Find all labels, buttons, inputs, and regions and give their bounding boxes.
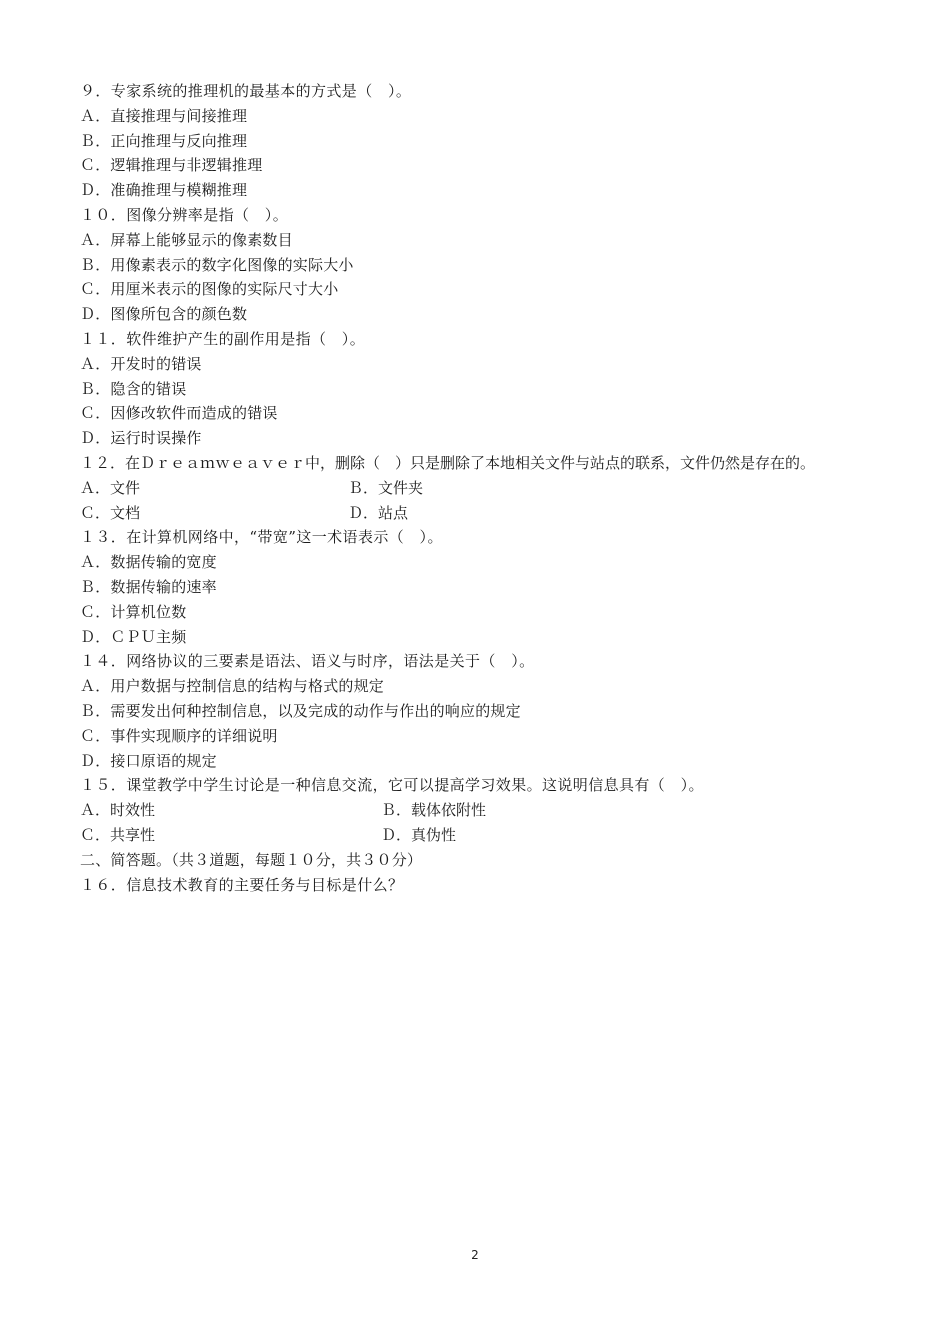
option-c: Ｃ．计算机位数 <box>80 602 187 621</box>
option-a: Ａ．用户数据与控制信息的结构与格式的规定 <box>80 677 385 696</box>
question-12 <box>80 451 940 525</box>
option-c: Ｃ．共享性 <box>80 825 156 844</box>
option-c: Ｃ．逻辑推理与非逻辑推理 <box>80 156 263 175</box>
option-d: Ｄ．接口原语的规定 <box>80 751 217 770</box>
option-a: Ａ．时效性 <box>80 801 156 820</box>
option-c: Ｃ．用厘米表示的图像的实际尺寸大小 <box>80 280 339 299</box>
question-stem: １３．在计算机网络中，“带宽”这一术语表示（ ）。 <box>80 528 443 547</box>
exam-content <box>80 79 940 897</box>
option-c: Ｃ．事件实现顺序的详细说明 <box>80 726 278 745</box>
page-number: 2 <box>471 1248 479 1262</box>
option-row <box>80 501 940 526</box>
question-11 <box>80 327 940 451</box>
option-a: Ａ．开发时的错误 <box>80 354 202 373</box>
option-row <box>80 798 940 823</box>
question-14 <box>80 649 940 773</box>
question-10 <box>80 203 940 327</box>
option-a: Ａ．文件 <box>80 478 141 497</box>
option-row <box>80 823 940 848</box>
option-a: Ａ．数据传输的宽度 <box>80 553 217 572</box>
option-b: Ｂ．数据传输的速率 <box>80 577 217 596</box>
question-16-stem: １６．信息技术教育的主要任务与目标是什么？ <box>80 875 404 894</box>
question-9 <box>80 79 940 203</box>
option-b: Ｂ．正向推理与反向推理 <box>80 131 248 150</box>
option-d: Ｄ．ＣＰＵ主频 <box>80 627 187 646</box>
question-stem: １０．图像分辨率是指（ ）。 <box>80 205 289 224</box>
option-c: Ｃ．文档 <box>80 503 141 522</box>
option-b: Ｂ．载体依附性 <box>381 801 487 820</box>
option-d: Ｄ．准确推理与模糊推理 <box>80 181 248 200</box>
option-a: Ａ．屏幕上能够显示的像素数目 <box>80 230 293 249</box>
option-b: Ｂ．用像素表示的数字化图像的实际大小 <box>80 255 354 274</box>
question-13 <box>80 525 940 649</box>
question-stem: １５．课堂教学中学生讨论是一种信息交流，它可以提高学习效果。这说明信息具有（ ）。 <box>80 776 704 795</box>
option-b: Ｂ．隐含的错误 <box>80 379 187 398</box>
option-a: Ａ．直接推理与间接推理 <box>80 106 248 125</box>
option-d: Ｄ．图像所包含的颜色数 <box>80 305 248 324</box>
question-stem: ９．专家系统的推理机的最基本的方式是（ ）。 <box>80 82 412 100</box>
question-stem: １２．在Ｄｒｅａｍｗｅａｖｅｒ中，删除（ ）只是删除了本地相关文件与站点的联系，文件仍然是存在的。 <box>80 453 816 472</box>
option-d: Ｄ．运行时误操作 <box>80 429 202 448</box>
section-heading: 二、简答题。（共３道题，每题１０分，共３０分） <box>80 850 423 869</box>
question-stem: １４．网络协议的三要素是语法、语义与时序，语法是关于（ ）。 <box>80 652 535 671</box>
question-stem: １１．软件维护产生的副作用是指（ ）。 <box>80 329 366 348</box>
option-c: Ｃ．因修改软件而造成的错误 <box>80 404 278 423</box>
question-15 <box>80 773 940 847</box>
option-row <box>80 476 940 501</box>
option-d: Ｄ．站点 <box>348 503 409 522</box>
option-b: Ｂ．需要发出何种控制信息，以及完成的动作与作出的响应的规定 <box>80 701 521 720</box>
option-d: Ｄ．真伪性 <box>381 825 457 844</box>
option-b: Ｂ．文件夹 <box>348 478 424 497</box>
